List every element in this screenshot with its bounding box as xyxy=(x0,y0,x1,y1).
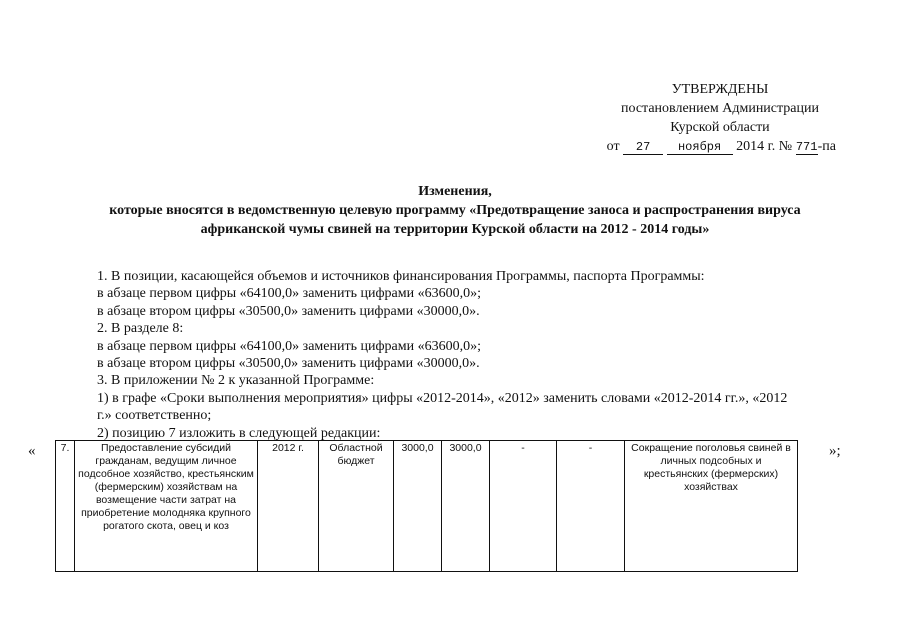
body-line: 3. В приложении № 2 к указанной Программе: xyxy=(97,373,375,389)
body-line: 2. В разделе 8: xyxy=(97,321,184,337)
approval-line-1: постановлением Администрации xyxy=(621,101,819,116)
cell-2012: 3000,0 xyxy=(442,441,490,572)
approval-month: ноября xyxy=(667,140,733,155)
approval-suffix: -па xyxy=(817,139,836,154)
quote-open: « xyxy=(28,443,36,459)
title-line-1: Изменения, xyxy=(418,184,492,199)
cell-2014: - xyxy=(557,441,625,572)
cell-source: Областной бюджет xyxy=(319,441,394,572)
body-line: 1. В позиции, касающейся объемов и источников финансирования Программы, паспорта Программы: xyxy=(97,269,705,284)
approval-line-2: Курской области xyxy=(670,120,770,135)
cell-period: 2012 г. xyxy=(258,441,319,572)
approval-day: 27 xyxy=(623,140,663,155)
approval-date-line xyxy=(600,137,840,156)
approval-from: от xyxy=(606,139,620,154)
quote-close: »; xyxy=(829,443,841,459)
document-body xyxy=(97,268,849,442)
position-table xyxy=(55,440,798,572)
body-line: в абзаце первом цифры «64100,0» заменить цифрами «63600,0»; xyxy=(97,286,481,302)
cell-number: 7. xyxy=(56,441,75,572)
body-line: в абзаце втором цифры «30500,0» заменить цифрами «30000,0». xyxy=(97,303,480,319)
cell-result: Сокращение поголовья свиней в личных подсобных и крестьянских (фермерских) хозяйствах xyxy=(625,441,798,572)
approval-number: 771 xyxy=(795,140,818,154)
body-line: в абзаце втором цифры «30500,0» заменить цифрами «30000,0». xyxy=(97,356,480,372)
table-row xyxy=(56,441,798,572)
document-title xyxy=(60,182,850,239)
title-line-2: которые вносятся в ведомственную целевую программу «Предотвращение заноса и распространения вируса xyxy=(109,203,801,218)
cell-total: 3000,0 xyxy=(394,441,442,572)
approval-year: 2014 г. № xyxy=(736,139,793,154)
body-line: г.» соответственно; xyxy=(97,408,212,424)
title-line-3: африканской чумы свиней на территории Курской области на 2012 - 2014 годы» xyxy=(200,222,710,237)
cell-activity: Предоставление субсидий гражданам, ведущим личное подсобное хозяйство, крестьянским (фермерским) хозяйствам на возмещение части затрат на приобретение молодняка крупного рогатого скота, овец и коз xyxy=(75,441,258,572)
cell-2013: - xyxy=(490,441,557,572)
body-line: в абзаце первом цифры «64100,0» заменить цифрами «63600,0»; xyxy=(97,338,481,354)
body-line: 2) позицию 7 изложить в следующей редакции: xyxy=(97,425,381,441)
approval-heading: УТВЕРЖДЕНЫ xyxy=(671,82,769,97)
approval-stamp xyxy=(600,80,840,156)
body-line: 1) в графе «Сроки выполнения мероприятия» цифры «2012-2014», «2012» заменить словами «2012-2014 гг.», «2012 xyxy=(97,390,788,406)
